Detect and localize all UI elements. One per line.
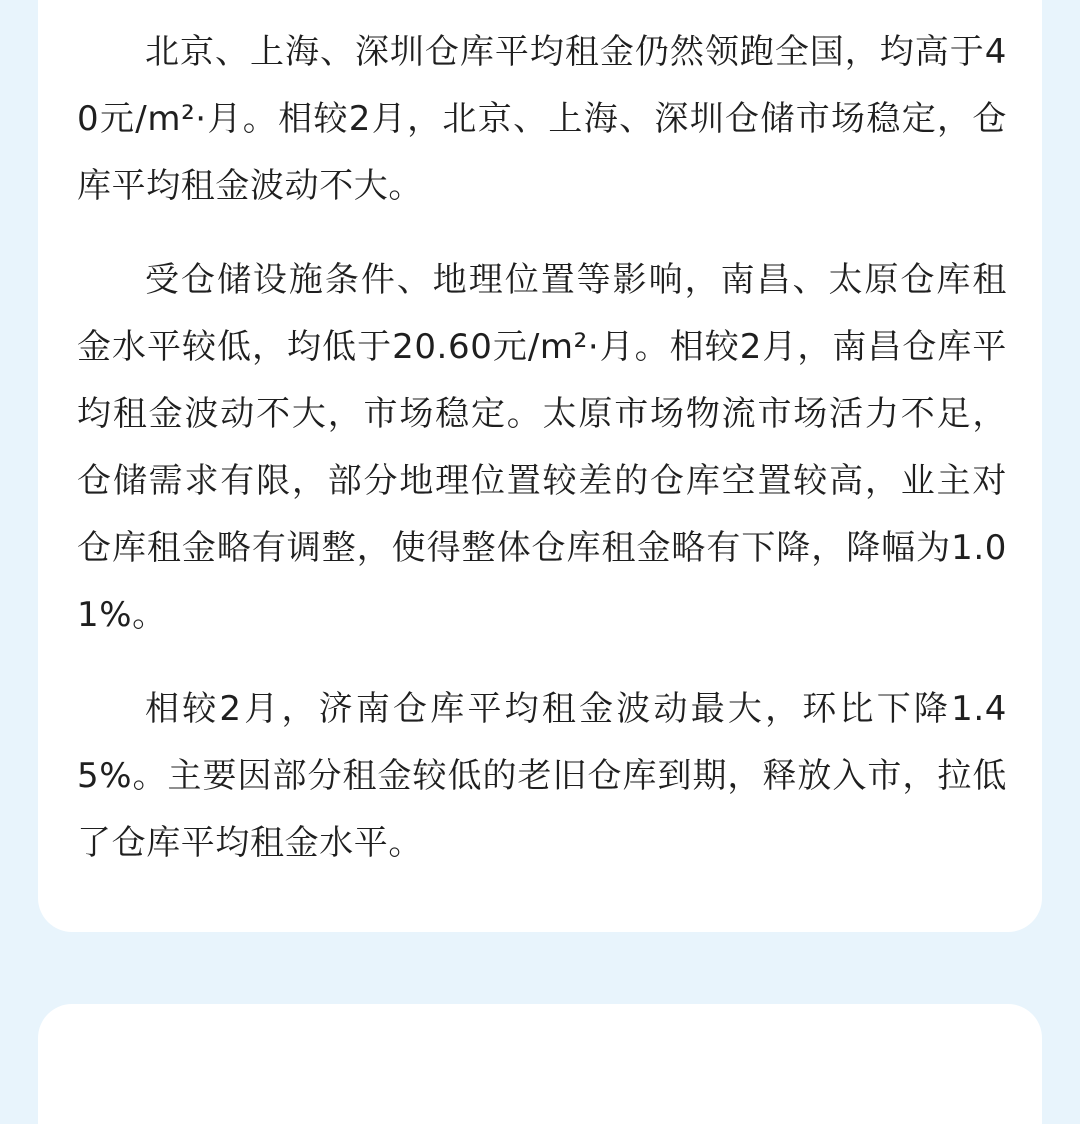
article-body [77, 19, 1007, 904]
paragraph-low-rent-cities: 受仓储设施条件、地理位置等影响，南昌、太原仓库租金水平较低，均低于20.60元/m²·月。相较2月，南昌仓库平均租金波动不大，市场稳定。太原市场物流市场活力不足，仓储需求有限，部分地理位置较差的仓库空置较高，业主对仓库租金略有调整，使得整体仓库租金略有下降，降幅为1.01%。 [77, 260, 1007, 635]
next-card [38, 1004, 1042, 1124]
paragraph-jinan-change: 相较2月，济南仓库平均租金波动最大，环比下降1.45%。主要因部分租金较低的老旧仓库到期，释放入市，拉低了仓库平均租金水平。 [77, 689, 1007, 863]
paragraph-tier1-rents: 北京、上海、深圳仓库平均租金仍然领跑全国，均高于40元/m²·月。相较2月，北京、上海、深圳仓储市场稳定，仓库平均租金波动不大。 [77, 32, 1007, 206]
